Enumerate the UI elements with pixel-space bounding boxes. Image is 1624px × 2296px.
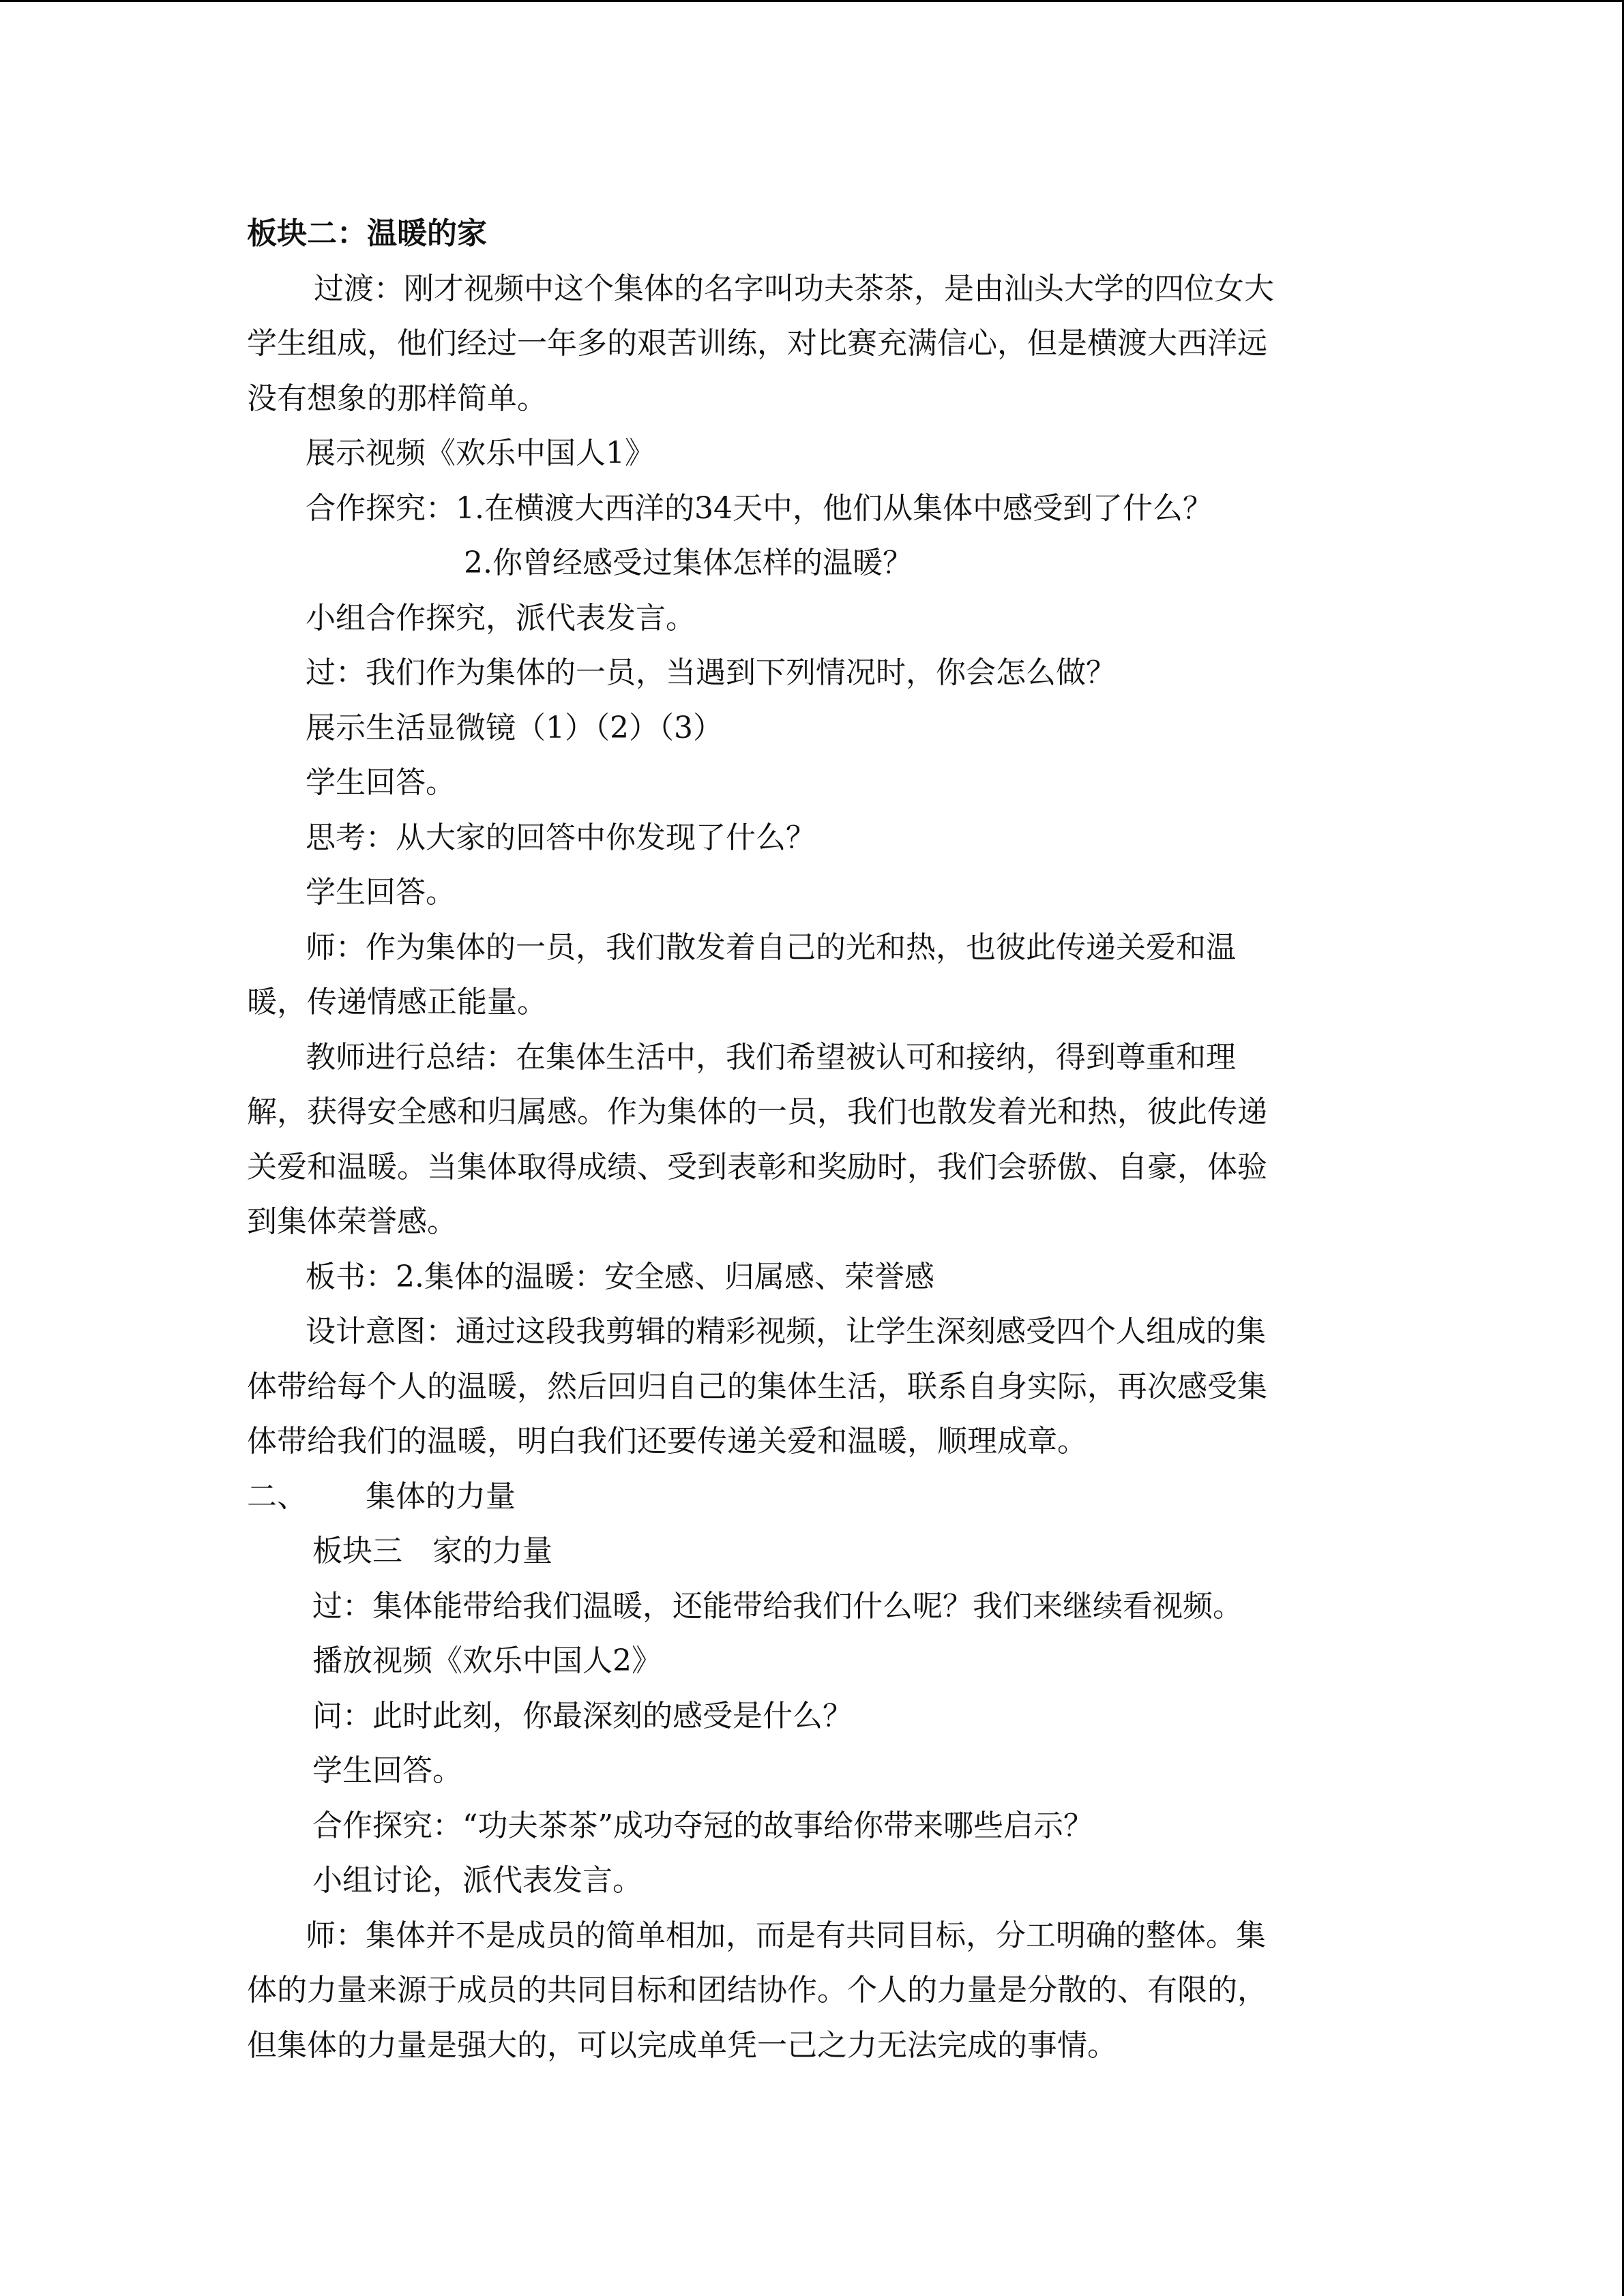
student-answer-line: 学生回答。 [306,765,456,800]
teacher-line: 师：作为集体的一员，我们散发着自己的光和热，也彼此传递关爱和温 [306,929,1236,965]
question-line: 问：此时此刻，你最深刻的感受是什么？ [312,1698,853,1733]
cooperative-inquiry-1: 合作探究：1.在横渡大西洋的34天中，他们从集体中感受到了什么？ [306,490,1213,526]
paragraph-line: 过渡：刚才视频中这个集体的名字叫功夫茶茶，是由汕头大学的四位女大 [314,271,1274,306]
section-heading-part-b: 家的力量 [432,1534,552,1568]
video-line: 播放视频《欢乐中国人2》 [312,1643,662,1678]
board-writing-line: 板书：2.集体的温暖：安全感、归属感、荣誉感 [306,1259,934,1294]
design-intent-line: 体带给每个人的温暖，然后回归自己的集体生活，联系自身实际，再次感受集 [247,1369,1267,1404]
student-answer-line: 学生回答。 [312,1753,462,1788]
document-body [247,207,1365,2073]
student-answer-line: 学生回答。 [306,875,456,910]
part-number: 二、 [247,1478,307,1514]
group-discussion-line: 小组合作探究，派代表发言。 [306,600,696,636]
design-intent-line: 设计意图：通过这段我剪辑的精彩视频，让学生深刻感受四个人组成的集 [306,1314,1266,1349]
summary-line: 教师进行总结：在集体生活中，我们希望被认可和接纳，得到尊重和理 [306,1039,1236,1075]
teacher-line: 但集体的力量是强大的，可以完成单凭一己之力无法完成的事情。 [247,2027,1117,2063]
section-heading-part-a: 板块三 [312,1534,402,1568]
group-discussion-line: 小组讨论，派代表发言。 [312,1863,643,1898]
cooperative-inquiry-line: 合作探究：“功夫茶茶”成功夺冠的故事给你带来哪些启示？ [312,1808,1093,1843]
summary-line: 到集体荣誉感。 [247,1204,457,1239]
section-heading-home-power [247,1524,1365,1579]
paragraph-line: 没有想象的那样简单。 [247,381,547,416]
teacher-line: 体的力量来源于成员的共同目标和团结协作。个人的力量是分散的、有限的， [247,1973,1267,2008]
cooperative-inquiry-2: 2.你曾经感受过集体怎样的温暖？ [464,546,913,580]
microscope-line: 展示生活显微镜（1）（2）（3） [306,710,723,745]
design-intent-line: 体带给我们的温暖，明白我们还要传递关爱和温暖，顺理成章。 [247,1424,1087,1459]
think-line: 思考：从大家的回答中你发现了什么？ [306,820,816,855]
section-heading-warm-home: 板块二：温暖的家 [247,216,487,251]
teacher-line: 师：集体并不是成员的简单相加，而是有共同目标，分工明确的整体。集 [306,1918,1266,1953]
transition-line: 过：我们作为集体的一员，当遇到下列情况时，你会怎么做？ [306,655,1116,690]
summary-line: 关爱和温暖。当集体取得成绩、受到表彰和奖励时，我们会骄傲、自豪，体验 [247,1149,1267,1184]
video-line: 展示视频《欢乐中国人1》 [306,436,655,471]
part-heading-collective-power [247,1470,1365,1525]
part-title: 集体的力量 [366,1478,516,1514]
summary-line: 解，获得安全感和归属感。作为集体的一员，我们也散发着光和热，彼此传递 [247,1094,1267,1129]
paragraph-line: 学生组成，他们经过一年多的艰苦训练，对比赛充满信心，但是横渡大西洋远 [247,326,1267,361]
teacher-line: 暖，传递情感正能量。 [247,985,547,1019]
transition-line: 过：集体能带给我们温暖，还能带给我们什么呢？我们来继续看视频。 [312,1588,1243,1624]
